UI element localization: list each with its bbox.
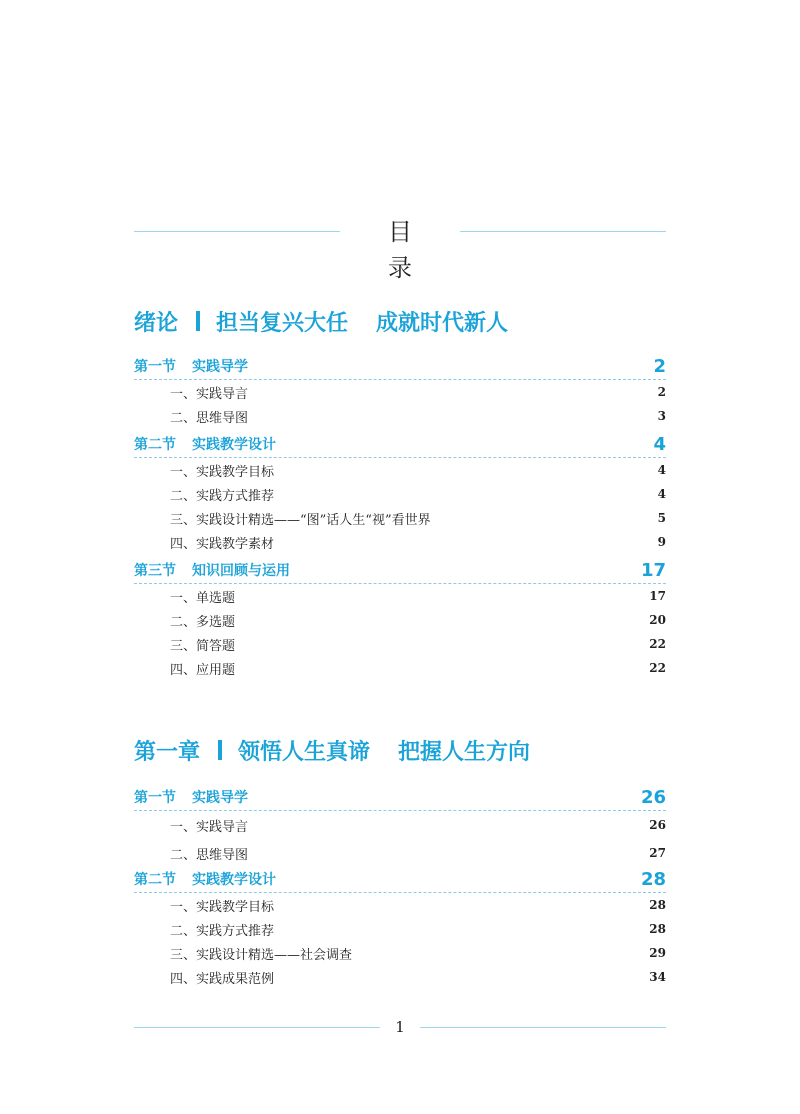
- item-label: 四、应用题: [170, 662, 236, 678]
- part-title-second: 把握人生方向: [398, 739, 531, 765]
- part-heading: [134, 303, 666, 339]
- toc-item[interactable]: [134, 839, 666, 867]
- item-label: 一、实践导言: [170, 819, 249, 835]
- toc-item[interactable]: [134, 506, 666, 530]
- item-label: 一、实践教学目标: [170, 464, 275, 480]
- section-heading[interactable]: [134, 869, 666, 893]
- part-divider: [218, 740, 222, 760]
- toc-item[interactable]: [134, 458, 666, 482]
- section-title: 实践导学: [192, 359, 248, 375]
- section-heading[interactable]: [134, 434, 666, 458]
- part-heading: [134, 732, 666, 768]
- toc-item[interactable]: [134, 530, 666, 554]
- item-page: 9: [657, 535, 666, 549]
- item-page: 3: [657, 409, 666, 423]
- section-page: 17: [640, 560, 666, 581]
- section-page: 26: [640, 787, 666, 808]
- page-footer: [134, 1016, 666, 1038]
- item-label: 四、实践教学素材: [170, 536, 275, 552]
- item-label: 一、单选题: [170, 590, 236, 606]
- item-label: 三、实践设计精选——社会调查: [170, 947, 353, 963]
- toc-section: [134, 787, 666, 867]
- toc-section: [134, 869, 666, 989]
- toc-item[interactable]: [134, 941, 666, 965]
- item-label: 二、实践方式推荐: [170, 488, 275, 504]
- toc-part-intro: [134, 303, 666, 339]
- item-page: 5: [657, 511, 666, 525]
- item-page: 4: [657, 463, 666, 477]
- item-page: 2: [657, 385, 666, 399]
- item-label: 二、思维导图: [170, 847, 249, 863]
- footer-rule-left: [134, 1027, 380, 1028]
- item-label: 一、实践教学目标: [170, 899, 275, 915]
- footer-rule-right: [420, 1027, 666, 1028]
- toc-item[interactable]: [134, 404, 666, 428]
- item-page: 27: [649, 846, 666, 860]
- title-rule-left: [134, 231, 340, 232]
- item-page: 29: [649, 946, 666, 960]
- toc-part-intro-sections: [134, 356, 666, 680]
- toc-item[interactable]: [134, 380, 666, 404]
- section-number: 第一节: [134, 790, 176, 806]
- item-label: 三、简答题: [170, 638, 236, 654]
- item-label: 二、实践方式推荐: [170, 923, 275, 939]
- toc-section: [134, 434, 666, 554]
- toc-item[interactable]: [134, 893, 666, 917]
- section-page: 4: [653, 434, 666, 455]
- section-heading[interactable]: [134, 560, 666, 584]
- toc-item[interactable]: [134, 656, 666, 680]
- section-title: 实践教学设计: [192, 872, 276, 888]
- item-label: 二、思维导图: [170, 410, 249, 426]
- part-title-first: 领悟人生真谛: [238, 739, 371, 765]
- toc-item[interactable]: [134, 608, 666, 632]
- item-page: 20: [649, 613, 666, 627]
- section-title: 实践导学: [192, 790, 248, 806]
- toc-part-chapter-one: [134, 732, 666, 768]
- toc-section: [134, 356, 666, 428]
- item-page: 26: [649, 818, 666, 832]
- item-label: 三、实践设计精选——“图”话人生“视”看世界: [170, 512, 431, 528]
- toc-item[interactable]: [134, 917, 666, 941]
- title-rule-right: [460, 231, 666, 232]
- toc-title: 目 录: [388, 218, 432, 282]
- section-number: 第一节: [134, 359, 176, 375]
- item-page: 4: [657, 487, 666, 501]
- item-label: 二、多选题: [170, 614, 236, 630]
- part-title-second: 成就时代新人: [376, 310, 509, 336]
- section-number: 第三节: [134, 563, 176, 579]
- item-page: 28: [649, 922, 666, 936]
- toc-item[interactable]: [134, 482, 666, 506]
- toc-item[interactable]: [134, 632, 666, 656]
- item-label: 四、实践成果范例: [170, 971, 275, 987]
- item-page: 17: [649, 589, 666, 603]
- section-page: 28: [640, 869, 666, 890]
- part-label: 第一章: [134, 739, 201, 765]
- item-page: 22: [649, 661, 666, 675]
- section-heading[interactable]: [134, 787, 666, 811]
- section-number: 第二节: [134, 437, 176, 453]
- item-page: 22: [649, 637, 666, 651]
- section-title: 知识回顾与运用: [192, 563, 290, 579]
- section-title: 实践教学设计: [192, 437, 276, 453]
- section-page: 2: [653, 356, 666, 377]
- toc-part-chapter-one-sections: [134, 787, 666, 989]
- item-page: 34: [649, 970, 666, 984]
- item-label: 一、实践导言: [170, 386, 249, 402]
- toc-title-row: [134, 214, 666, 282]
- part-title-first: 担当复兴大任: [216, 310, 349, 336]
- item-page: 28: [649, 898, 666, 912]
- toc-item[interactable]: [134, 584, 666, 608]
- toc-section: [134, 560, 666, 680]
- toc-item[interactable]: [134, 811, 666, 839]
- part-divider: [196, 311, 200, 331]
- part-label: 绪论: [134, 310, 179, 336]
- page-number: 1: [395, 1018, 405, 1036]
- section-number: 第二节: [134, 872, 176, 888]
- toc-item[interactable]: [134, 965, 666, 989]
- section-heading[interactable]: [134, 356, 666, 380]
